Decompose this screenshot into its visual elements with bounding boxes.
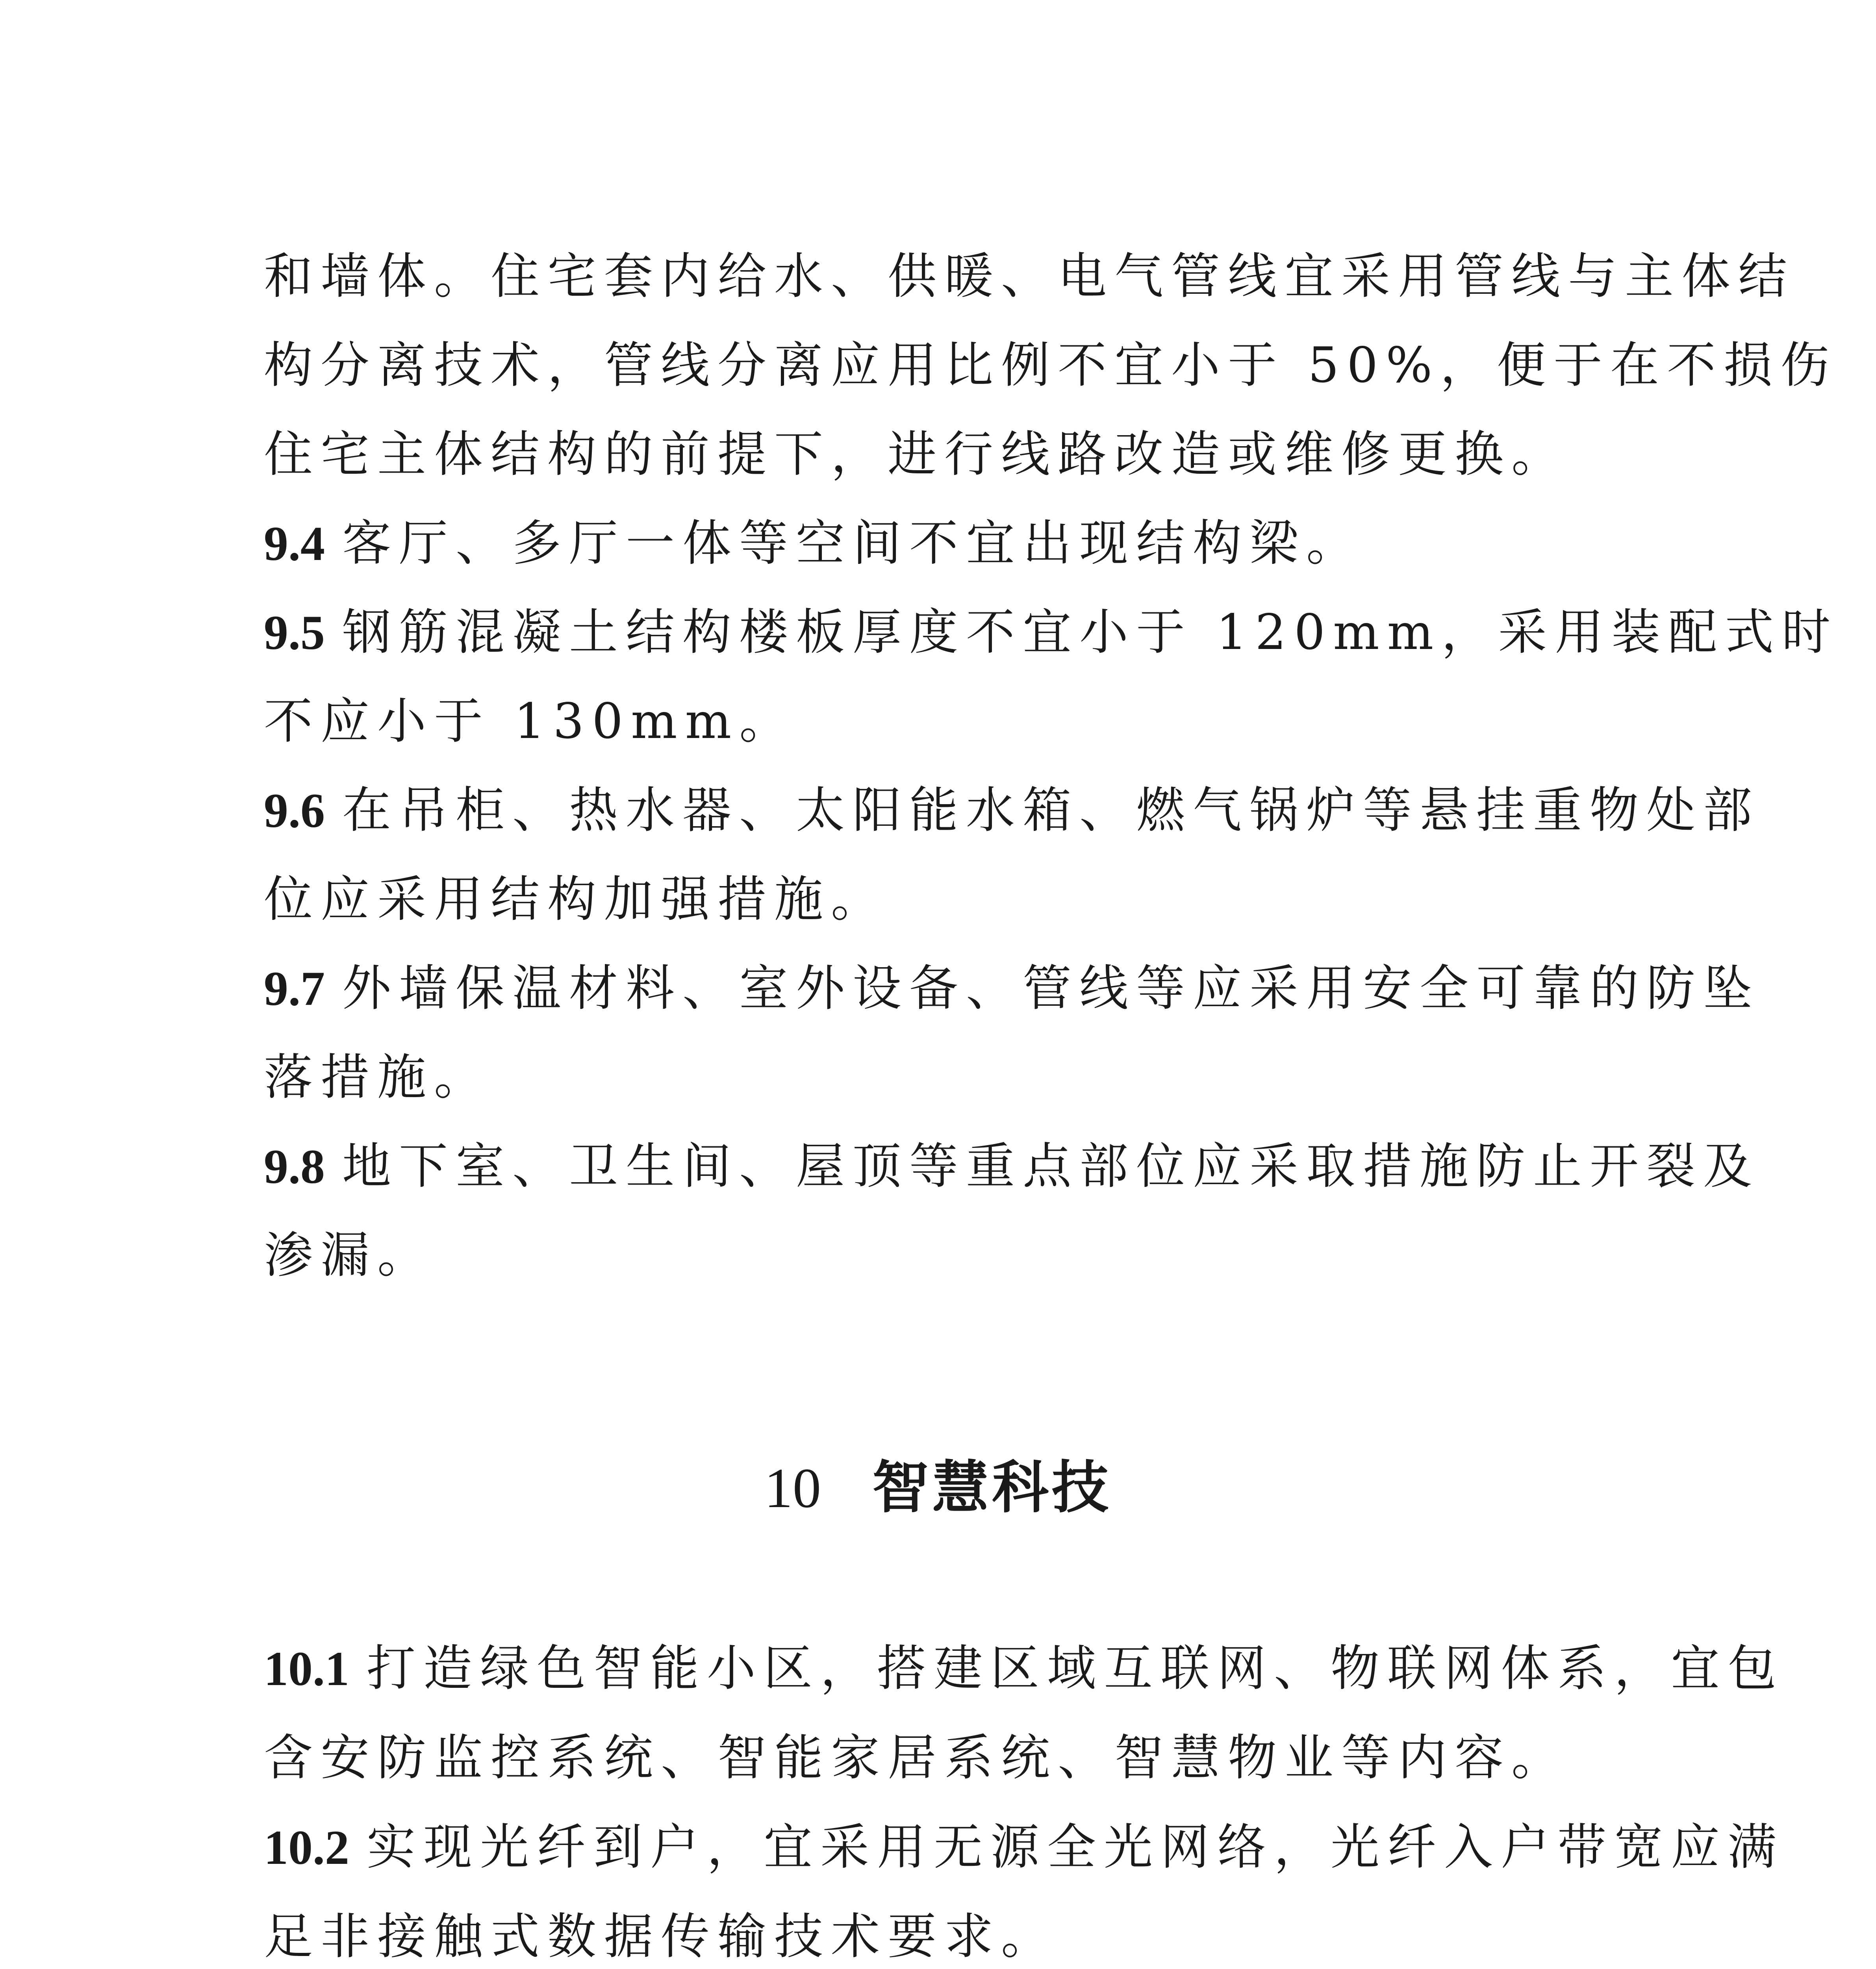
- clause-text-continued: 不应小于 130mm。: [264, 693, 796, 750]
- clause-number: 9.6: [264, 784, 325, 838]
- clause-text-continued: 渗漏。: [264, 1227, 434, 1284]
- clause-number: 9.8: [264, 1140, 325, 1194]
- clause-number: 9.5: [264, 606, 325, 660]
- clause-text: 在吊柜、热水器、太阳能水箱、燃气锅炉等悬挂重物处部: [342, 782, 1760, 839]
- clause-9-5: [264, 604, 1839, 661]
- clause-text: 钢筋混凝土结构楼板厚度不宜小于 120mm，采用装配式时: [342, 604, 1839, 661]
- clause-number: 9.7: [264, 962, 325, 1016]
- section-title: 智慧科技: [872, 1454, 1112, 1520]
- clause-text: 外墙保温材料、室外设备、管线等应采用安全可靠的防坠: [342, 960, 1760, 1017]
- paragraph-line: 住宅主体结构的前提下，进行线路改造或维修更换。: [264, 426, 1568, 483]
- clause-number: 9.4: [264, 517, 325, 571]
- clause-10-2: [264, 1819, 1785, 1876]
- clause-number: 10.2: [264, 1821, 349, 1874]
- clause-9-7: [264, 960, 1760, 1017]
- clause-9-8: [264, 1138, 1760, 1195]
- clause-text-continued: 落措施。: [264, 1049, 491, 1106]
- clause-text-continued: 位应采用结构加强措施。: [264, 871, 888, 928]
- clause-text-continued: 足非接触式数据传输技术要求。: [264, 1908, 1058, 1965]
- clause-9-6: [264, 782, 1760, 839]
- clause-text: 打造绿色智能小区，搭建区域互联网、物联网体系，宜包: [367, 1640, 1785, 1697]
- clause-9-4: [264, 515, 1363, 572]
- clause-10-1: [264, 1640, 1785, 1697]
- clause-text: 实现光纤到户，宜采用无源全光网络，光纤入户带宽应满: [367, 1819, 1785, 1876]
- clause-text: 客厅、多厅一体等空间不宜出现结构梁。: [342, 515, 1363, 572]
- clause-number: 10.1: [264, 1642, 349, 1696]
- paragraph-line: 和墙体。住宅套内给水、供暖、电气管线宜采用管线与主体结: [264, 248, 1795, 305]
- clause-text-continued: 含安防监控系统、智能家居系统、智慧物业等内容。: [264, 1730, 1568, 1786]
- paragraph-line: 构分离技术，管线分离应用比例不宜小于 50%，便于在不损伤: [264, 337, 1837, 394]
- clause-text: 地下室、卫生间、屋顶等重点部位应采取措施防止开裂及: [342, 1138, 1760, 1195]
- section-number: 10: [764, 1457, 821, 1520]
- section-heading: [0, 1454, 1876, 1520]
